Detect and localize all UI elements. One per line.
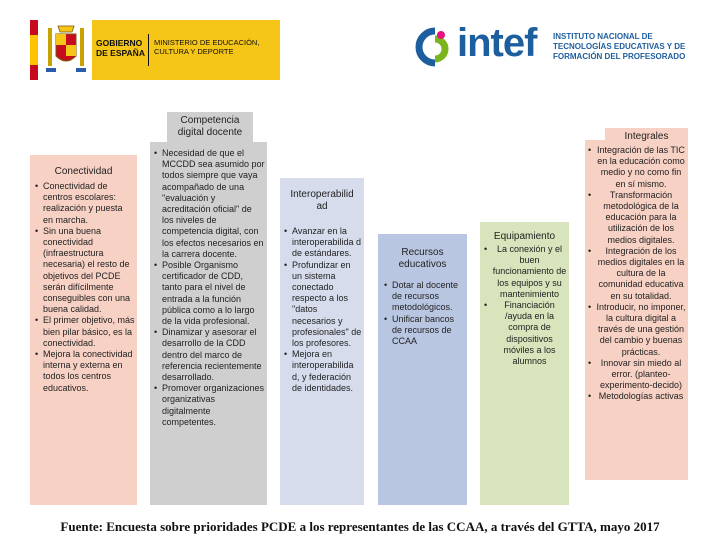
list-item: • El primer objetivo, más bien pilar básico, es la conectividad. <box>35 315 135 349</box>
integrales-title: Integrales <box>605 128 688 146</box>
logo-divider <box>148 34 149 66</box>
list-item: • Mejora en interoperabilida d, y federación de identidades. <box>284 349 363 394</box>
equipamiento-column <box>480 222 569 505</box>
integrales-list <box>588 145 686 403</box>
list-item: • Profundizar en un sistema conectado respecto a los "datos necesarios y profesionales" de los profesores. <box>284 260 363 350</box>
list-item: • Integración de los medios digitales en la cultura de la comunidad educativa en su totalidad. <box>588 246 686 302</box>
equipamiento-list <box>484 244 567 367</box>
list-item: • Necesidad de que el MCCDD sea asumido por todos siempre que vaya acompañado de una "evaluación y acreditación oficial" de los niveles de competencia digital, con los efectos necesarios en la carrera docente. <box>154 148 265 260</box>
list-item: • Innovar sin miedo al error. (planteo-experimento-decido) <box>588 358 686 392</box>
intef-symbol-icon <box>415 27 455 71</box>
list-item: • Sin una buena conectividad (infraestructura necesaria) el resto de objetivos del PCDE serán difícilmente conseguibles con una buena calidad. <box>35 226 135 316</box>
conectividad-column <box>30 155 137 505</box>
government-name-block <box>92 20 280 80</box>
list-item: • Unificar bancos de recursos de CCAA <box>384 314 464 348</box>
source-footnote: Fuente: Encuesta sobre prioridades PCDE a los representantes de las CCAA, a través del GTTA, mayo 2017 <box>60 519 660 534</box>
list-item: • La conexión y el buen funcionamiento de los equipos y su mantenimiento <box>484 244 567 300</box>
list-item: • Introducir, no imponer, la cultura digital a través de una gestión del cambio y buenas prácticas. <box>588 302 686 358</box>
government-name: GOBIERNO DE ESPAÑA <box>96 38 145 58</box>
interoperabilidad-list <box>284 226 363 394</box>
integrales-column <box>585 131 688 480</box>
list-item: • Mejora la conectividad interna y externa en todos los centros educativos. <box>35 349 135 394</box>
conectividad-title: Conectividad <box>54 166 113 177</box>
list-item: • Conectividad de centros escolares: realización y puesta en marcha. <box>35 181 135 226</box>
intef-wordmark: intef <box>457 21 537 65</box>
recursos-column <box>378 234 467 505</box>
interoperabilidad-column <box>280 178 364 505</box>
government-logo <box>30 20 280 80</box>
list-item: • Integración de las TIC en la educación como medio y no como fin en sí mismo. <box>588 145 686 190</box>
list-item: • Dotar al docente de recursos metodológicos. <box>384 280 464 314</box>
list-item: • Financiación /ayuda en la compra de dispositivos móviles a los alumnos <box>484 300 567 367</box>
equipamiento-title: Equipamiento <box>493 231 556 242</box>
conectividad-list <box>35 181 135 394</box>
competencia-list <box>154 148 265 428</box>
list-item: • Posible Organismo certificador de CDD, tanto para el nivel de entrada a la función pública como a lo largo de la vida profesional. <box>154 260 265 327</box>
coat-of-arms-icon <box>44 22 88 78</box>
recursos-list <box>384 280 464 347</box>
institute-name: INSTITUTO NACIONAL DE TECNOLOGÍAS EDUCATIVAS Y DE FORMACIÓN DEL PROFESORADO <box>553 32 686 61</box>
list-item: • Avanzar en la interoperabilida d de estándares. <box>284 226 363 260</box>
competencia-title: Competencia digital docente <box>167 112 253 142</box>
competencia-column <box>150 142 267 505</box>
list-item: • Metodologías activas <box>588 391 686 402</box>
spain-flag-strip <box>30 20 38 80</box>
recursos-title: Recursos educativos <box>398 247 447 270</box>
ministry-name: MINISTERIO DE EDUCACIÓN, CULTURA Y DEPORTE <box>154 38 260 56</box>
list-item: • Transformación metodológica de la educación para la utilización de los medios digitales. <box>588 190 686 246</box>
list-item: • Promover organizaciones organizativas digitalmente competentes. <box>154 383 265 428</box>
list-item: • Dinamizar y asesorar el desarrollo de la CDD dentro del marco de referencia recientemente desarrollado. <box>154 327 265 383</box>
interoperabilidad-title: Interoperabilid ad <box>290 189 354 212</box>
intef-logo <box>415 21 690 75</box>
